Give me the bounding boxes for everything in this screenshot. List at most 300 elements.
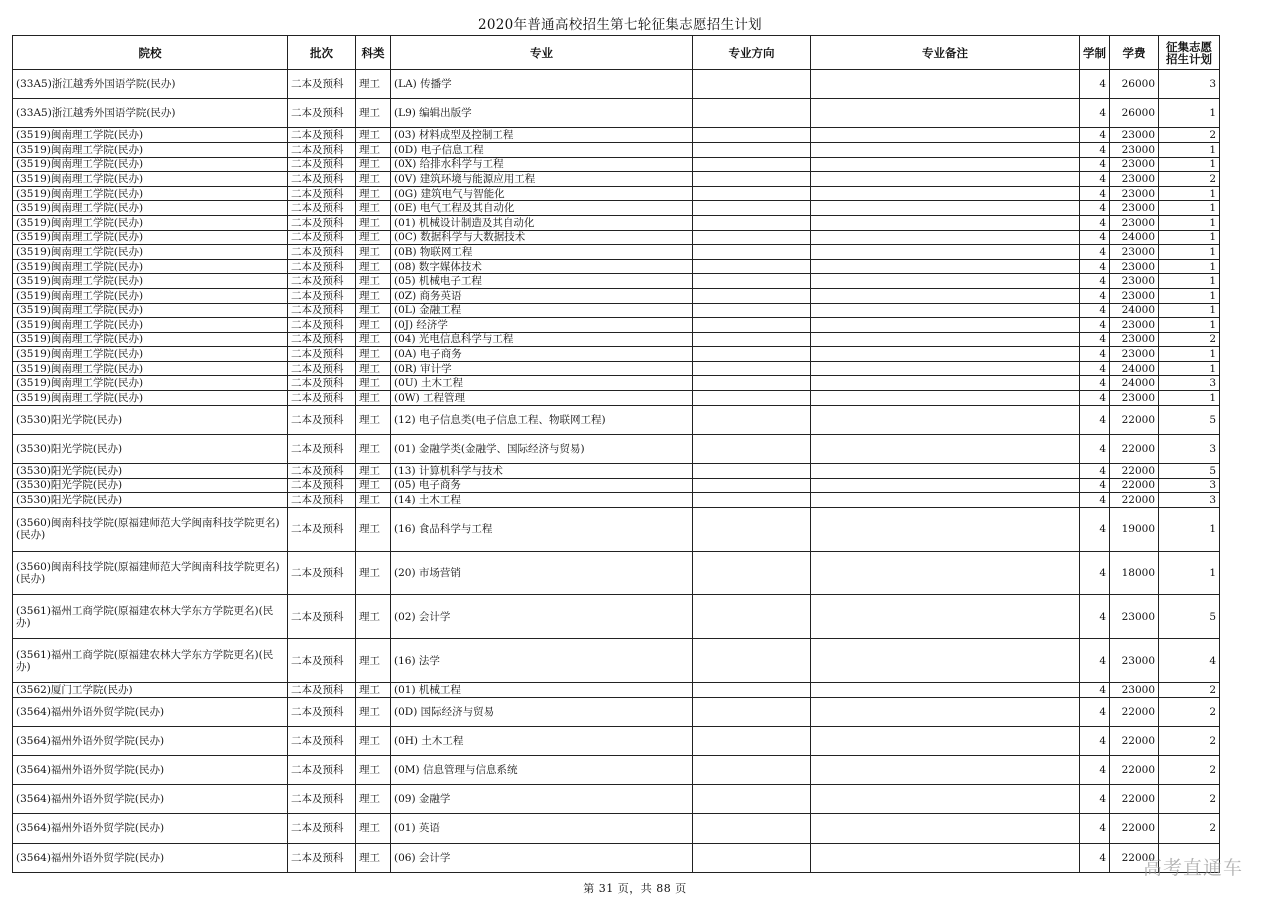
cell-fee: 22000 bbox=[1110, 843, 1159, 872]
table-row bbox=[13, 595, 1220, 639]
cell-category: 理工 bbox=[356, 405, 391, 434]
cell-category: 理工 bbox=[356, 99, 391, 128]
cell-direction bbox=[693, 478, 811, 493]
cell-major: (16) 法学 bbox=[391, 639, 693, 683]
cell-direction bbox=[693, 814, 811, 843]
table-row bbox=[13, 172, 1220, 187]
cell-years: 4 bbox=[1080, 391, 1110, 406]
cell-category: 理工 bbox=[356, 683, 391, 698]
table-row bbox=[13, 347, 1220, 362]
cell-batch: 二本及预科 bbox=[288, 303, 356, 318]
table-row bbox=[13, 493, 1220, 508]
cell-fee: 23000 bbox=[1110, 274, 1159, 289]
cell-plan: 3 bbox=[1159, 478, 1220, 493]
table-row bbox=[13, 70, 1220, 99]
cell-major: (0Z) 商务英语 bbox=[391, 288, 693, 303]
cell-remark bbox=[811, 478, 1080, 493]
cell-remark bbox=[811, 785, 1080, 814]
cell-remark bbox=[811, 245, 1080, 260]
cell-school: (3519)闽南理工学院(民办) bbox=[13, 201, 288, 216]
table-row bbox=[13, 726, 1220, 755]
cell-major: (01) 机械工程 bbox=[391, 683, 693, 698]
cell-school: (3519)闽南理工学院(民办) bbox=[13, 142, 288, 157]
cell-direction bbox=[693, 128, 811, 143]
cell-school: (3519)闽南理工学院(民办) bbox=[13, 318, 288, 333]
cell-major: (0D) 国际经济与贸易 bbox=[391, 697, 693, 726]
header-remark: 专业备注 bbox=[811, 36, 1080, 70]
cell-years: 4 bbox=[1080, 551, 1110, 595]
cell-years: 4 bbox=[1080, 303, 1110, 318]
table-row bbox=[13, 201, 1220, 216]
cell-remark bbox=[811, 551, 1080, 595]
cell-major: (0B) 物联网工程 bbox=[391, 245, 693, 260]
table-row bbox=[13, 683, 1220, 698]
cell-batch: 二本及预科 bbox=[288, 464, 356, 479]
cell-plan: 1 bbox=[1159, 551, 1220, 595]
cell-direction bbox=[693, 376, 811, 391]
cell-category: 理工 bbox=[356, 157, 391, 172]
cell-remark bbox=[811, 128, 1080, 143]
cell-category: 理工 bbox=[356, 172, 391, 187]
cell-school: (3519)闽南理工学院(民办) bbox=[13, 361, 288, 376]
document-title: 2020年普通高校招生第七轮征集志愿招生计划 bbox=[478, 17, 762, 33]
cell-category: 理工 bbox=[356, 128, 391, 143]
cell-years: 4 bbox=[1080, 493, 1110, 508]
cell-direction bbox=[693, 332, 811, 347]
cell-major: (16) 食品科学与工程 bbox=[391, 507, 693, 551]
cell-fee: 23000 bbox=[1110, 318, 1159, 333]
cell-category: 理工 bbox=[356, 726, 391, 755]
cell-school: (3519)闽南理工学院(民办) bbox=[13, 391, 288, 406]
cell-batch: 二本及预科 bbox=[288, 201, 356, 216]
cell-fee: 18000 bbox=[1110, 551, 1159, 595]
cell-batch: 二本及预科 bbox=[288, 595, 356, 639]
cell-fee: 23000 bbox=[1110, 639, 1159, 683]
cell-direction bbox=[693, 683, 811, 698]
cell-category: 理工 bbox=[356, 551, 391, 595]
cell-years: 4 bbox=[1080, 595, 1110, 639]
cell-direction bbox=[693, 507, 811, 551]
cell-remark bbox=[811, 288, 1080, 303]
cell-remark bbox=[811, 843, 1080, 872]
cell-category: 理工 bbox=[356, 347, 391, 362]
cell-plan: 2 bbox=[1159, 814, 1220, 843]
cell-major: (08) 数字媒体技术 bbox=[391, 259, 693, 274]
cell-batch: 二本及预科 bbox=[288, 70, 356, 99]
cell-major: (LA) 传播学 bbox=[391, 70, 693, 99]
table-row bbox=[13, 303, 1220, 318]
table-row bbox=[13, 755, 1220, 784]
cell-plan: 2 bbox=[1159, 697, 1220, 726]
cell-fee: 23000 bbox=[1110, 157, 1159, 172]
cell-school: (3564)福州外语外贸学院(民办) bbox=[13, 697, 288, 726]
cell-school: (3564)福州外语外贸学院(民办) bbox=[13, 726, 288, 755]
cell-school: (3530)阳光学院(民办) bbox=[13, 493, 288, 508]
cell-fee: 23000 bbox=[1110, 186, 1159, 201]
cell-major: (14) 土木工程 bbox=[391, 493, 693, 508]
cell-major: (0M) 信息管理与信息系统 bbox=[391, 755, 693, 784]
cell-batch: 二本及预科 bbox=[288, 318, 356, 333]
table-row bbox=[13, 142, 1220, 157]
cell-fee: 26000 bbox=[1110, 70, 1159, 99]
cell-fee: 23000 bbox=[1110, 142, 1159, 157]
cell-batch: 二本及预科 bbox=[288, 478, 356, 493]
cell-category: 理工 bbox=[356, 318, 391, 333]
cell-years: 4 bbox=[1080, 318, 1110, 333]
cell-plan: 1 bbox=[1159, 391, 1220, 406]
cell-school: (3519)闽南理工学院(民办) bbox=[13, 332, 288, 347]
cell-direction bbox=[693, 697, 811, 726]
cell-years: 4 bbox=[1080, 274, 1110, 289]
cell-batch: 二本及预科 bbox=[288, 843, 356, 872]
cell-fee: 23000 bbox=[1110, 391, 1159, 406]
cell-batch: 二本及预科 bbox=[288, 683, 356, 698]
cell-batch: 二本及预科 bbox=[288, 186, 356, 201]
cell-years: 4 bbox=[1080, 142, 1110, 157]
cell-direction bbox=[693, 186, 811, 201]
admission-plan-table bbox=[12, 35, 1220, 873]
cell-major: (01) 机械设计制造及其自动化 bbox=[391, 215, 693, 230]
cell-fee: 26000 bbox=[1110, 99, 1159, 128]
cell-direction bbox=[693, 843, 811, 872]
cell-direction bbox=[693, 361, 811, 376]
header-school: 院校 bbox=[13, 36, 288, 70]
cell-batch: 二本及预科 bbox=[288, 376, 356, 391]
cell-years: 4 bbox=[1080, 785, 1110, 814]
cell-batch: 二本及预科 bbox=[288, 347, 356, 362]
cell-plan: 2 bbox=[1159, 332, 1220, 347]
cell-category: 理工 bbox=[356, 361, 391, 376]
cell-years: 4 bbox=[1080, 464, 1110, 479]
header-category: 科类 bbox=[356, 36, 391, 70]
cell-batch: 二本及预科 bbox=[288, 142, 356, 157]
cell-remark bbox=[811, 186, 1080, 201]
cell-major: (06) 会计学 bbox=[391, 843, 693, 872]
cell-major: (0A) 电子商务 bbox=[391, 347, 693, 362]
cell-plan: 2 bbox=[1159, 172, 1220, 187]
cell-plan: 3 bbox=[1159, 376, 1220, 391]
cell-fee: 24000 bbox=[1110, 303, 1159, 318]
table-row bbox=[13, 128, 1220, 143]
cell-plan: 1 bbox=[1159, 245, 1220, 260]
cell-remark bbox=[811, 70, 1080, 99]
cell-major: (05) 电子商务 bbox=[391, 478, 693, 493]
cell-school: (3519)闽南理工学院(民办) bbox=[13, 172, 288, 187]
cell-plan: 1 bbox=[1159, 507, 1220, 551]
cell-category: 理工 bbox=[356, 332, 391, 347]
cell-fee: 22000 bbox=[1110, 755, 1159, 784]
header-years: 学制 bbox=[1080, 36, 1110, 70]
cell-fee: 23000 bbox=[1110, 172, 1159, 187]
cell-direction bbox=[693, 215, 811, 230]
header-plan: 征集志愿招生计划 bbox=[1159, 36, 1220, 70]
cell-major: (0V) 建筑环境与能源应用工程 bbox=[391, 172, 693, 187]
cell-direction bbox=[693, 274, 811, 289]
cell-school: (3530)阳光学院(民办) bbox=[13, 434, 288, 463]
table-row bbox=[13, 230, 1220, 245]
cell-batch: 二本及预科 bbox=[288, 755, 356, 784]
cell-school: (3519)闽南理工学院(民办) bbox=[13, 303, 288, 318]
cell-years: 4 bbox=[1080, 639, 1110, 683]
cell-fee: 22000 bbox=[1110, 493, 1159, 508]
cell-remark bbox=[811, 464, 1080, 479]
cell-direction bbox=[693, 639, 811, 683]
cell-major: (0J) 经济学 bbox=[391, 318, 693, 333]
cell-plan: 2 bbox=[1159, 683, 1220, 698]
cell-school: (3519)闽南理工学院(民办) bbox=[13, 230, 288, 245]
cell-school: (3564)福州外语外贸学院(民办) bbox=[13, 785, 288, 814]
cell-years: 4 bbox=[1080, 843, 1110, 872]
cell-major: (01) 金融学类(金融学、国际经济与贸易) bbox=[391, 434, 693, 463]
cell-remark bbox=[811, 215, 1080, 230]
cell-category: 理工 bbox=[356, 70, 391, 99]
cell-remark bbox=[811, 639, 1080, 683]
cell-direction bbox=[693, 288, 811, 303]
cell-direction bbox=[693, 405, 811, 434]
cell-plan: 1 bbox=[1159, 259, 1220, 274]
cell-school: (3519)闽南理工学院(民办) bbox=[13, 128, 288, 143]
cell-category: 理工 bbox=[356, 478, 391, 493]
header-batch: 批次 bbox=[288, 36, 356, 70]
cell-batch: 二本及预科 bbox=[288, 493, 356, 508]
table-row bbox=[13, 361, 1220, 376]
table-row bbox=[13, 507, 1220, 551]
cell-plan: 2 bbox=[1159, 755, 1220, 784]
cell-category: 理工 bbox=[356, 595, 391, 639]
cell-plan: 3 bbox=[1159, 493, 1220, 508]
cell-category: 理工 bbox=[356, 201, 391, 216]
cell-category: 理工 bbox=[356, 434, 391, 463]
cell-remark bbox=[811, 814, 1080, 843]
cell-batch: 二本及预科 bbox=[288, 814, 356, 843]
cell-remark bbox=[811, 697, 1080, 726]
cell-direction bbox=[693, 434, 811, 463]
cell-plan: 1 bbox=[1159, 99, 1220, 128]
cell-plan: 3 bbox=[1159, 434, 1220, 463]
cell-major: (04) 光电信息科学与工程 bbox=[391, 332, 693, 347]
cell-years: 4 bbox=[1080, 172, 1110, 187]
cell-major: (01) 英语 bbox=[391, 814, 693, 843]
cell-batch: 二本及预科 bbox=[288, 551, 356, 595]
cell-batch: 二本及预科 bbox=[288, 726, 356, 755]
cell-school: (3564)福州外语外贸学院(民办) bbox=[13, 814, 288, 843]
cell-major: (0C) 数据科学与大数据技术 bbox=[391, 230, 693, 245]
table-row bbox=[13, 245, 1220, 260]
cell-remark bbox=[811, 507, 1080, 551]
cell-years: 4 bbox=[1080, 215, 1110, 230]
cell-years: 4 bbox=[1080, 332, 1110, 347]
cell-years: 4 bbox=[1080, 230, 1110, 245]
cell-plan: 1 bbox=[1159, 230, 1220, 245]
cell-fee: 23000 bbox=[1110, 347, 1159, 362]
cell-major: (0U) 土木工程 bbox=[391, 376, 693, 391]
cell-plan: 5 bbox=[1159, 464, 1220, 479]
table-row bbox=[13, 391, 1220, 406]
table-row bbox=[13, 464, 1220, 479]
cell-category: 理工 bbox=[356, 785, 391, 814]
cell-major: (09) 金融学 bbox=[391, 785, 693, 814]
cell-fee: 23000 bbox=[1110, 259, 1159, 274]
cell-plan: 1 bbox=[1159, 186, 1220, 201]
cell-plan: 1 bbox=[1159, 201, 1220, 216]
cell-school: (3519)闽南理工学院(民办) bbox=[13, 186, 288, 201]
table-row bbox=[13, 274, 1220, 289]
cell-school: (3560)闽南科技学院(原福建师范大学闽南科技学院更名)(民办) bbox=[13, 507, 288, 551]
cell-direction bbox=[693, 172, 811, 187]
cell-major: (0H) 土木工程 bbox=[391, 726, 693, 755]
cell-category: 理工 bbox=[356, 259, 391, 274]
cell-major: (L9) 编辑出版学 bbox=[391, 99, 693, 128]
table-row bbox=[13, 551, 1220, 595]
cell-fee: 22000 bbox=[1110, 464, 1159, 479]
cell-remark bbox=[811, 434, 1080, 463]
cell-category: 理工 bbox=[356, 464, 391, 479]
table-row bbox=[13, 478, 1220, 493]
cell-remark bbox=[811, 726, 1080, 755]
cell-years: 4 bbox=[1080, 70, 1110, 99]
cell-years: 4 bbox=[1080, 99, 1110, 128]
table-row bbox=[13, 405, 1220, 434]
table-row bbox=[13, 99, 1220, 128]
cell-direction bbox=[693, 391, 811, 406]
cell-remark bbox=[811, 201, 1080, 216]
cell-remark bbox=[811, 405, 1080, 434]
cell-batch: 二本及预科 bbox=[288, 434, 356, 463]
table-row bbox=[13, 259, 1220, 274]
cell-category: 理工 bbox=[356, 274, 391, 289]
cell-batch: 二本及预科 bbox=[288, 274, 356, 289]
cell-category: 理工 bbox=[356, 215, 391, 230]
cell-plan: 2 bbox=[1159, 128, 1220, 143]
cell-direction bbox=[693, 230, 811, 245]
cell-major: (05) 机械电子工程 bbox=[391, 274, 693, 289]
table-row bbox=[13, 814, 1220, 843]
cell-years: 4 bbox=[1080, 186, 1110, 201]
cell-plan: 1 bbox=[1159, 274, 1220, 289]
cell-plan: 3 bbox=[1159, 70, 1220, 99]
cell-fee: 24000 bbox=[1110, 376, 1159, 391]
cell-category: 理工 bbox=[356, 245, 391, 260]
cell-major: (0G) 建筑电气与智能化 bbox=[391, 186, 693, 201]
cell-plan: 1 bbox=[1159, 142, 1220, 157]
cell-major: (03) 材料成型及控制工程 bbox=[391, 128, 693, 143]
cell-school: (3519)闽南理工学院(民办) bbox=[13, 274, 288, 289]
cell-batch: 二本及预科 bbox=[288, 230, 356, 245]
cell-remark bbox=[811, 157, 1080, 172]
cell-years: 4 bbox=[1080, 201, 1110, 216]
cell-school: (33A5)浙江越秀外国语学院(民办) bbox=[13, 70, 288, 99]
cell-direction bbox=[693, 157, 811, 172]
cell-batch: 二本及预科 bbox=[288, 785, 356, 814]
cell-years: 4 bbox=[1080, 157, 1110, 172]
page-number: 第 31 页，共 88 页 bbox=[583, 882, 687, 895]
cell-years: 4 bbox=[1080, 697, 1110, 726]
cell-direction bbox=[693, 726, 811, 755]
table-row bbox=[13, 843, 1220, 872]
cell-remark bbox=[811, 259, 1080, 274]
cell-school: (3519)闽南理工学院(民办) bbox=[13, 157, 288, 172]
cell-direction bbox=[693, 99, 811, 128]
cell-years: 4 bbox=[1080, 683, 1110, 698]
cell-plan: 2 bbox=[1159, 726, 1220, 755]
cell-plan: 2 bbox=[1159, 785, 1220, 814]
cell-batch: 二本及预科 bbox=[288, 391, 356, 406]
cell-major: (0R) 审计学 bbox=[391, 361, 693, 376]
cell-fee: 22000 bbox=[1110, 726, 1159, 755]
cell-direction bbox=[693, 318, 811, 333]
cell-remark bbox=[811, 318, 1080, 333]
cell-school: (3564)福州外语外贸学院(民办) bbox=[13, 843, 288, 872]
cell-major: (0L) 金融工程 bbox=[391, 303, 693, 318]
cell-remark bbox=[811, 99, 1080, 128]
cell-direction bbox=[693, 493, 811, 508]
cell-remark bbox=[811, 391, 1080, 406]
cell-school: (3519)闽南理工学院(民办) bbox=[13, 347, 288, 362]
cell-direction bbox=[693, 464, 811, 479]
header-direction: 专业方向 bbox=[693, 36, 811, 70]
cell-direction bbox=[693, 259, 811, 274]
cell-direction bbox=[693, 551, 811, 595]
watermark: 高考直通车 bbox=[1143, 857, 1244, 879]
cell-plan: 1 bbox=[1159, 347, 1220, 362]
cell-school: (3562)厦门工学院(民办) bbox=[13, 683, 288, 698]
cell-plan: 4 bbox=[1159, 639, 1220, 683]
cell-remark bbox=[811, 595, 1080, 639]
cell-school: (3519)闽南理工学院(民办) bbox=[13, 288, 288, 303]
cell-fee: 22000 bbox=[1110, 478, 1159, 493]
table-row bbox=[13, 186, 1220, 201]
cell-major: (0E) 电气工程及其自动化 bbox=[391, 201, 693, 216]
cell-fee: 19000 bbox=[1110, 507, 1159, 551]
cell-plan: 5 bbox=[1159, 405, 1220, 434]
table-row bbox=[13, 785, 1220, 814]
cell-years: 4 bbox=[1080, 405, 1110, 434]
cell-years: 4 bbox=[1080, 478, 1110, 493]
cell-school: (3530)阳光学院(民办) bbox=[13, 464, 288, 479]
table-row bbox=[13, 639, 1220, 683]
cell-years: 4 bbox=[1080, 376, 1110, 391]
cell-batch: 二本及预科 bbox=[288, 215, 356, 230]
cell-remark bbox=[811, 347, 1080, 362]
cell-major: (0W) 工程管理 bbox=[391, 391, 693, 406]
cell-fee: 23000 bbox=[1110, 245, 1159, 260]
cell-remark bbox=[811, 303, 1080, 318]
cell-batch: 二本及预科 bbox=[288, 157, 356, 172]
cell-years: 4 bbox=[1080, 726, 1110, 755]
cell-remark bbox=[811, 493, 1080, 508]
cell-remark bbox=[811, 683, 1080, 698]
cell-fee: 23000 bbox=[1110, 683, 1159, 698]
cell-direction bbox=[693, 142, 811, 157]
cell-direction bbox=[693, 201, 811, 216]
cell-fee: 24000 bbox=[1110, 361, 1159, 376]
cell-years: 4 bbox=[1080, 128, 1110, 143]
cell-fee: 23000 bbox=[1110, 128, 1159, 143]
cell-batch: 二本及预科 bbox=[288, 259, 356, 274]
cell-direction bbox=[693, 595, 811, 639]
cell-remark bbox=[811, 361, 1080, 376]
cell-category: 理工 bbox=[356, 288, 391, 303]
cell-batch: 二本及预科 bbox=[288, 639, 356, 683]
cell-school: (3564)福州外语外贸学院(民办) bbox=[13, 755, 288, 784]
cell-plan: 1 bbox=[1159, 318, 1220, 333]
cell-years: 4 bbox=[1080, 245, 1110, 260]
cell-direction bbox=[693, 303, 811, 318]
cell-fee: 23000 bbox=[1110, 201, 1159, 216]
table-row bbox=[13, 697, 1220, 726]
cell-fee: 22000 bbox=[1110, 434, 1159, 463]
cell-plan: 1 bbox=[1159, 157, 1220, 172]
